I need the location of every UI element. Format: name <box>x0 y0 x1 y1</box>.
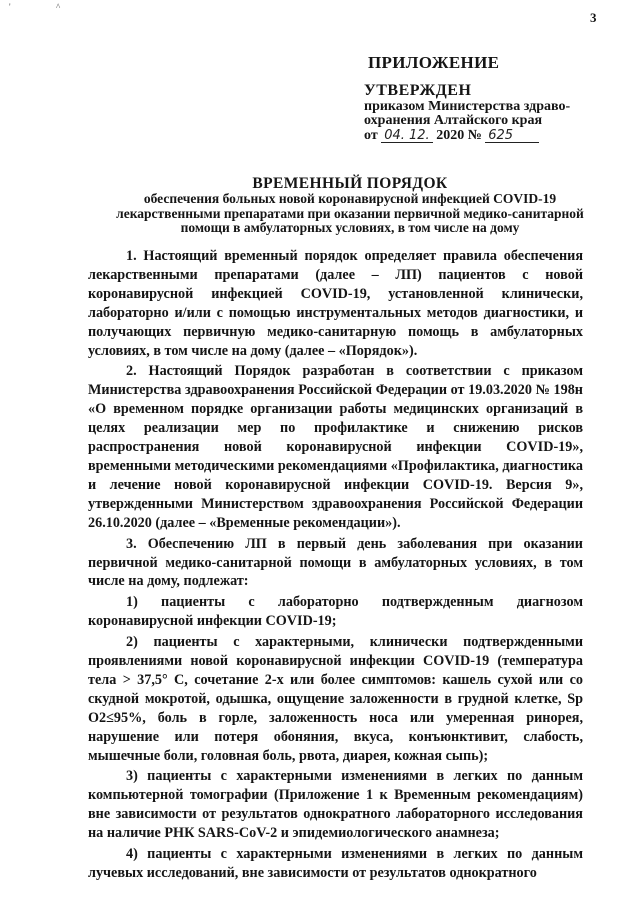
paragraph-3: 3. Обеспечению ЛП в первый день заболевания при оказании первичной медико-санитарной помощи в амбулаторных условиях, в том числе на дому, подлежат: <box>88 535 583 590</box>
title-line-3: помощи в амбулаторных условиях, в том числе на дому <box>180 220 520 235</box>
page-number: 3 <box>590 10 597 25</box>
list-item-1: 1) пациенты с лабораторно подтвержденным диагнозом коронавирусной инфекции COVID-19; <box>88 594 583 630</box>
list-item-2: 2) пациенты с характерными, клинически подтвержденными проявлениями новой коронавирусной инфекции COVID-19 (температура тела > 37,5° С, сочетание 2-х или более симптомов: кашель сухой или со скудной мокротой, одышка, ощущение заложенности в грудной клетке, Sp O2≤95%, боль в горле, заложенность носа или умеренная ринорея, нарушение или потеря обоняния, вкуса, конъюнктивит, слабость, мышечные боли, головная боль, рвота, диарея, кожная сыпь); <box>88 634 583 764</box>
title-line-1: обеспечения больных новой коронавирусной инфекцией COVID-19 <box>143 191 557 206</box>
approval-line-2: охранения Алтайского края <box>364 113 543 128</box>
handwritten-number: 625 <box>485 130 539 143</box>
corner-mark-left: ' <box>9 2 11 12</box>
list-item-4: 4) пациенты с характерными изменениями в легких по данным лучевых исследований, вне зависимости от результатов однократного <box>88 846 583 881</box>
corner-mark-right: ^ <box>56 2 61 12</box>
title-main: ВРЕМЕННЫЙ ПОРЯДОК <box>252 175 448 192</box>
approval-line-1: приказом Министерства здраво- <box>364 98 571 114</box>
document-title <box>90 175 610 236</box>
paragraph-2: 2. Настоящий Порядок разработан в соответствии с приказом Министерства здравоохранения Российской Федерации от 19.03.2020 № 198н «О временном порядке организации работы медицинских организаций в целях реализации мер по профилактике и снижению рисков распространения новой коронавирусной инфекции COVID-19», временными методическими рекомендациями «Профилактика, диагностика и лечение новой коронавирусной инфекции COVID-19. Версия 9», утвержденными Министерством здравоохранения Российской Федерации 26.10.2020 (далее – «Временные рекомендации»). <box>88 363 583 531</box>
year-number-prefix: 2020 № <box>436 127 482 143</box>
title-line-2: лекарственными препаратами при оказании первичной медико-санитарной <box>116 205 584 221</box>
paragraph-1: 1. Настоящий временный порядок определяет правила обеспечения лекарственными препаратами (далее – ЛП) пациентов с новой коронавирусной инфекцией COVID-19, установленной клинически, лабораторно и/или с помощью инструментальных методов диагностики, и получающих первичную медико-санитарную помощь в амбулаторных условиях, в том числе на дому (далее – «Порядок»). <box>88 248 583 359</box>
date-prefix: от <box>364 127 378 143</box>
appendix-title: ПРИЛОЖЕНИЕ <box>368 53 500 72</box>
document-body <box>88 247 583 885</box>
approval-block <box>364 84 614 143</box>
handwritten-date: 04. 12. <box>381 130 432 143</box>
approved-label: УТВЕРЖДЕН <box>364 82 472 99</box>
list-item-3: 3) пациенты с характерными изменениями в легких по данным компьютерной томографии (Приложение 1 к Временным рекомендациям) вне зависимости от результатов однократного лабораторного исследования на наличие РНК SARS-CoV-2 и эпидемиологического анамнеза; <box>88 768 583 842</box>
approval-date-line <box>364 129 614 144</box>
